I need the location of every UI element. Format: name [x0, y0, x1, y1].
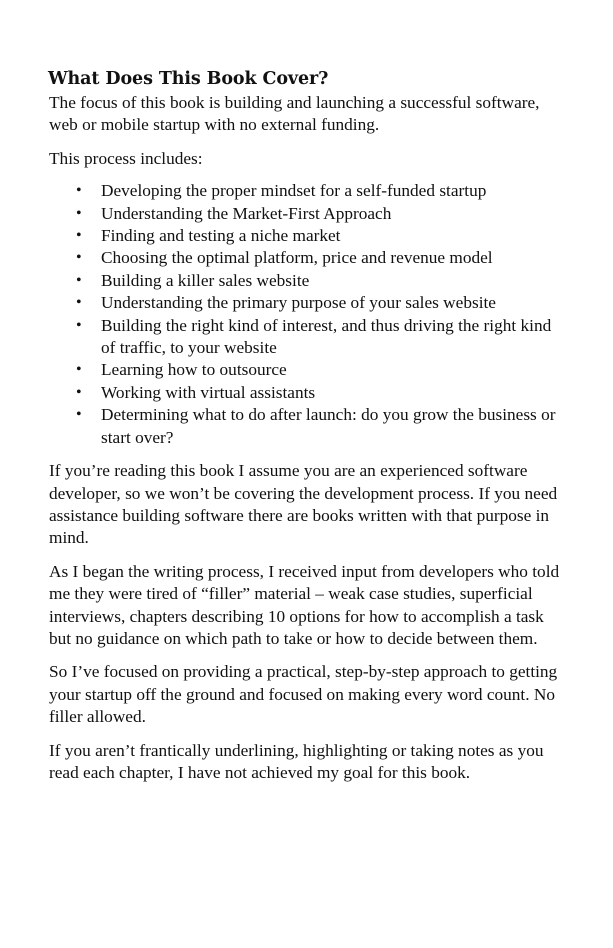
list-item-text: Understanding the Market-First Approach [101, 203, 392, 223]
section-heading: What Does This Book Cover? [48, 69, 329, 89]
list-item-text: Building the right kind of interest, and thus driving the right kind of traffic, to your website [101, 315, 552, 358]
list-item [49, 315, 569, 360]
bullet-icon: • [76, 383, 82, 401]
bullet-icon: • [76, 227, 82, 245]
bullet-icon: • [76, 361, 82, 379]
list-item [49, 270, 569, 292]
bullet-icon: • [76, 271, 82, 289]
list-item [49, 203, 569, 225]
bullet-icon: • [76, 204, 82, 222]
list-item-text: Working with virtual assistants [101, 382, 316, 402]
list-item [49, 359, 569, 381]
intro-paragraph: The focus of this book is building and launching a successful software, web or mobile startup with no external funding. [49, 93, 540, 135]
bullet-icon: • [76, 406, 82, 424]
list-item-text: Building a killer sales website [101, 270, 310, 290]
list-item-text: Developing the proper mindset for a self-funded startup [101, 181, 487, 201]
body-paragraph-writing-process: As I began the writing process, I received input from developers who told me they were tired of “filler” material – weak case studies, superficial interviews, chapters describing 10 options for how to accomplish a task but no guidance on which path to take or how to decide between them. [49, 561, 560, 648]
bullet-icon: • [76, 294, 82, 312]
list-item-text: Understanding the primary purpose of your sales website [101, 293, 496, 313]
bullet-icon: • [76, 182, 82, 200]
bullet-icon: • [76, 316, 82, 334]
list-item [49, 225, 569, 247]
list-item [49, 247, 569, 269]
list-item [49, 292, 569, 314]
body-paragraph-experienced-developer: If you’re reading this book I assume you are an experienced software developer, so we won’t be covering the development process. If you need assistance building software there are books written with that purpose in mind. [49, 461, 558, 548]
list-item-text: Determining what to do after launch: do you grow the business or start over? [101, 405, 556, 447]
body-paragraph-practical-approach: So I’ve focused on providing a practical, step-by-step approach to getting your startup off the ground and focused on making every word count. No filler allowed. [49, 662, 558, 727]
book-page [49, 68, 569, 795]
list-item [49, 180, 569, 202]
list-item [49, 404, 569, 449]
topics-list [49, 180, 569, 449]
bullet-icon: • [76, 249, 82, 267]
body-paragraph-goal: If you aren’t frantically underlining, highlighting or taking notes as you read each chapter, I have not achieved my goal for this book. [49, 740, 544, 782]
includes-label: This process includes: [49, 148, 203, 168]
list-item [49, 382, 569, 404]
list-item-text: Learning how to outsource [101, 360, 287, 380]
list-item-text: Choosing the optimal platform, price and revenue model [101, 248, 493, 268]
list-item-text: Finding and testing a niche market [101, 226, 341, 246]
